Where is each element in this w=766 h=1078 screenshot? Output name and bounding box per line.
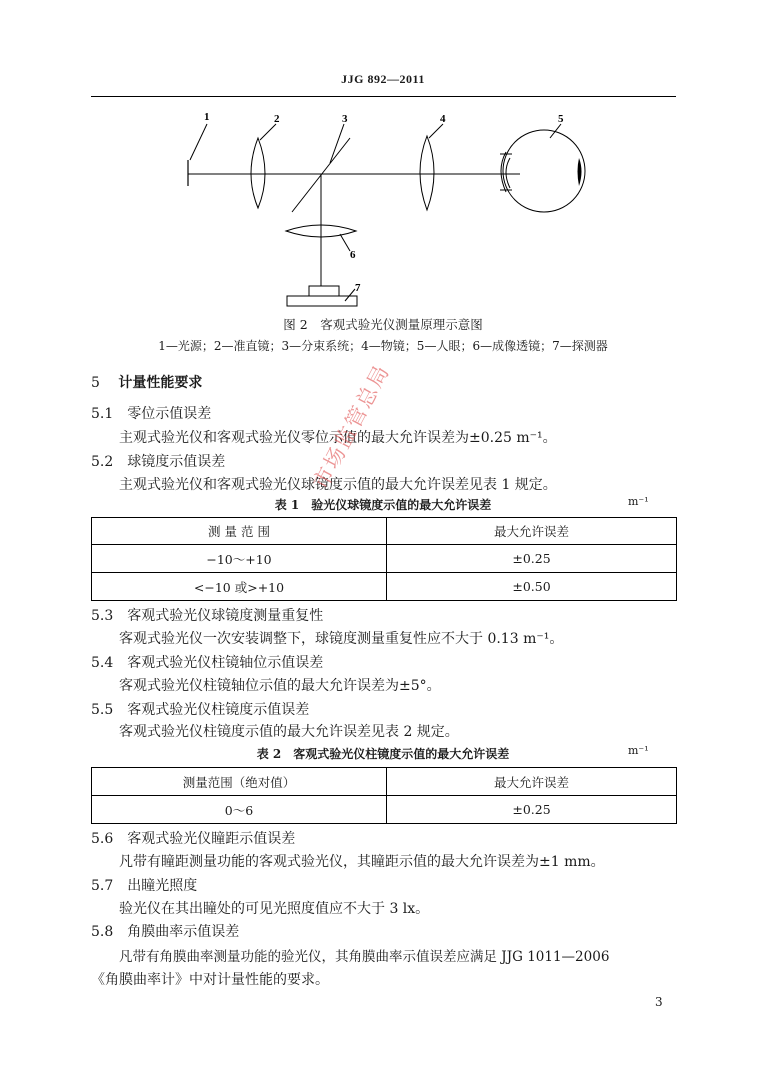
table-row [92,796,677,824]
figure-caption: 图 2 客观式验光仪测量原理示意图 [283,317,483,332]
clause-5-4-heading [91,652,323,672]
figure-label-1: 1 [204,111,210,123]
clause-number: 5.8 [91,924,114,940]
table-cell: ±0.25 [387,545,677,573]
detector-base [287,296,357,306]
clause-title: 客观式验光仪柱镜轴位示值误差 [127,655,324,671]
collimator-lens [251,138,265,208]
clause-5-6-heading [91,828,295,848]
table-2 [91,767,677,824]
table-cell: 0～6 [92,796,387,824]
eye-lens [506,158,510,188]
clause-5-1-text: 主观式验光仪和客观式验光仪零位示值的最大允许误差为±0.25 m⁻¹。 [119,430,557,446]
watermark: 市场监管总局 [308,360,395,494]
figure-label-6: 6 [350,249,356,261]
table-cell: −10～+10 [92,545,387,573]
clause-5-5-heading [91,699,309,719]
detector-top [309,286,339,296]
figure-legend: 1—光源；2—准直镜；3—分束系统；4—物镜；5—人眼；6—成像透镜；7—探测器 [158,339,608,353]
clause-title: 角膜曲率示值误差 [127,924,240,940]
table-1-caption: 表 1 验光仪球镜度示值的最大允许误差 [274,498,492,512]
figure-label-2: 2 [274,113,280,125]
clause-number: 5.4 [91,655,114,671]
clause-5-7-text: 验光仪在其出瞳处的可见光照度值应不大于 3 lx。 [119,901,430,917]
clause-number: 5.7 [91,878,114,894]
eye-retina [578,158,582,186]
table-header-row [92,768,677,796]
table-header-row [92,518,677,545]
clause-number: 5.1 [91,406,114,422]
eye-globe [503,130,585,212]
clause-5-1-heading [91,403,211,423]
clause-title: 零位示值误差 [127,406,212,422]
clause-title: 出瞳光照度 [127,878,198,894]
section-5-heading [91,372,202,392]
clause-title: 客观式验光仪柱镜度示值误差 [127,702,310,718]
objective-lens [420,136,434,210]
table-1 [91,517,677,601]
header-rule [91,96,676,97]
clause-number: 5.6 [91,831,114,847]
figure-label-5: 5 [558,113,564,125]
document-header-title: JJG 892—2011 [341,72,425,86]
clause-5-8-text-line-2: 《角膜曲率计》中对计量性能的要求。 [91,972,329,988]
page-number: 3 [655,995,663,1009]
clause-title: 客观式验光仪瞳距示值误差 [127,831,296,847]
clause-5-2-text: 主观式验光仪和客观式验光仪球镜度示值的最大允许误差见表 1 规定。 [119,477,557,493]
table-cell: <−10 或>+10 [92,573,387,601]
table-header-cell: 测 量 范 围 [92,518,387,545]
optical-schematic-figure [180,108,590,313]
clause-number: 5.5 [91,702,114,718]
clause-5-5-text: 客观式验光仪柱镜度示值的最大允许误差见表 2 规定。 [119,724,459,740]
section-number: 5 [91,375,100,391]
clause-5-2-heading [91,451,225,471]
table-cell: ±0.50 [387,573,677,601]
clause-5-6-text: 凡带有瞳距测量功能的客观式验光仪，其瞳距示值的最大允许误差为±1 mm。 [119,854,605,870]
clause-title: 客观式验光仪球镜度测量重复性 [127,608,324,624]
table-2-unit: m⁻¹ [628,744,649,757]
table-row [92,545,677,573]
table-header-cell: 最大允许误差 [387,768,677,796]
table-row [92,573,677,601]
clause-5-8-text-line-1: 凡带有角膜曲率测量功能的验光仪，其角膜曲率示值误差应满足 JJG 1011—2006 [119,949,610,965]
table-1-unit: m⁻¹ [628,495,649,508]
clause-5-4-text: 客观式验光仪柱镜轴位示值的最大允许误差为±5°。 [119,678,441,694]
clause-5-3-heading [91,605,323,625]
clause-title: 球镜度示值误差 [127,454,226,470]
clause-number: 5.3 [91,608,114,624]
table-header-cell: 测量范围（绝对值） [92,768,387,796]
clause-5-3-text: 客观式验光仪一次安装调整下，球镜度测量重复性应不大于 0.13 m⁻¹。 [119,631,564,647]
figure-label-3: 3 [342,113,348,125]
table-cell: ±0.25 [387,796,677,824]
clause-5-8-heading [91,921,239,941]
clause-number: 5.2 [91,454,114,470]
figure-label-7: 7 [355,282,361,294]
figure-label-4: 4 [440,113,446,125]
table-header-cell: 最大允许误差 [387,518,677,545]
table-2-caption: 表 2 客观式验光仪柱镜度示值的最大允许误差 [256,747,510,761]
clause-5-7-heading [91,875,197,895]
section-title: 计量性能要求 [118,375,203,391]
